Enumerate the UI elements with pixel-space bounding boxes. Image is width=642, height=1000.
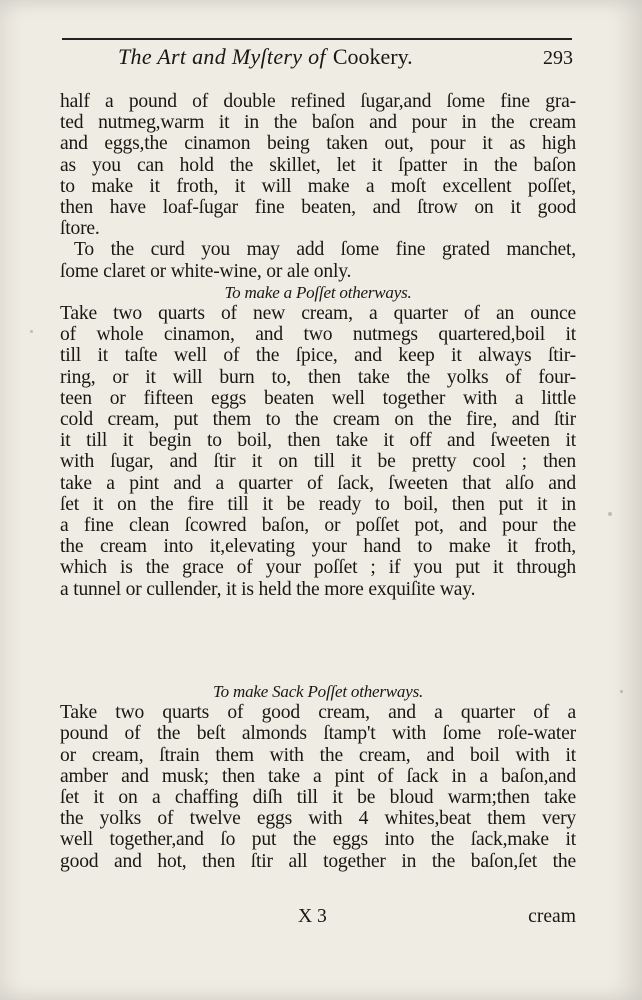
text-line: To the curd you may add ſome fine grated manchet, <box>74 239 576 261</box>
paragraph-sack-posset <box>60 702 576 872</box>
text-line: Take two quarts of good cream, and a quarter of a <box>60 702 576 724</box>
paper-speck <box>608 512 612 516</box>
text-line: as you can hold the skillet, let it ſpatter in the baſon <box>60 154 576 176</box>
recipe-heading-posset: To make a Poſſet otherways. <box>224 282 412 302</box>
text-line: ſome claret or white-wine, or ale only. <box>60 260 352 282</box>
page-number: 293 <box>543 47 573 69</box>
paper-speck <box>620 690 623 693</box>
text-block-top <box>60 91 576 600</box>
page-footer <box>60 906 576 928</box>
text-line: ſtore. <box>60 218 100 240</box>
catchword: cream <box>528 906 576 927</box>
text-line: amber and musk; then take a pint of ſack in a baſon,and <box>60 765 576 787</box>
text-line: to make it froth, it will make a moſt excellent poſſet, <box>60 175 576 197</box>
header-rule <box>62 38 572 40</box>
running-head <box>118 44 573 70</box>
text-line: ſet it on the fire till it be ready to boil, then put it in <box>60 493 576 515</box>
text-line: of whole cinamon, and two nutmegs quartered,boil it <box>60 324 576 346</box>
text-line: ſet it on a chaffing diſh till it be bloud warm;then take <box>60 787 576 809</box>
running-title-roman: Cookery. <box>332 44 413 69</box>
recipe-heading-sack-posset: To make Sack Poſſet otherways. <box>212 682 424 701</box>
text-line: then have loaf-ſugar fine beaten, and ſtrow on it good <box>60 197 576 219</box>
text-line: a fine clean ſcowred baſon, or poſſet pot, and pour the <box>60 515 576 537</box>
text-line: which is the grace of your poſſet ; if you put it through <box>60 557 576 579</box>
text-line: ted nutmeg,warm it in the baſon and pour in the cream <box>60 112 576 134</box>
text-line: take a pint and a quarter of ſack, ſweeten that alſo and <box>60 472 576 494</box>
text-line: till it taſte well of the ſpice, and keep it always ſtir- <box>60 345 576 367</box>
text-line: pound of the beſt almonds ſtamp't with ſome roſe-water <box>60 723 576 745</box>
running-title-italic: The Art and Myſtery of <box>118 44 326 69</box>
text-line: ring, or it will burn to, then take the yolks of four- <box>60 366 576 388</box>
text-line: half a pound of double refined ſugar,and ſome fine gra- <box>60 91 576 112</box>
text-line: it till it begin to boil, then take it off and ſweeten it <box>60 430 576 452</box>
text-line: Take two quarts of new cream, a quarter of an ounce <box>60 303 576 325</box>
paragraph-continuation <box>60 91 576 282</box>
text-line: a tunnel or cullender, it is held the more exquiſite way. <box>60 578 476 600</box>
text-line: or cream, ſtrain them with the cream, and boil with it <box>60 744 576 766</box>
text-line: and eggs,the cinamon being taken out, pour it as high <box>60 133 576 155</box>
text-line: the yolks of twelve eggs with 4 whites,beat them very <box>60 808 576 830</box>
text-line: the cream into it,elevating your hand to make it froth, <box>60 536 576 558</box>
text-line: teen or fifteen eggs beaten well together with a little <box>60 387 576 409</box>
text-line: good and hot, then ſtir all together in the baſon,ſet the <box>60 850 576 872</box>
text-line: with ſugar, and ſtir it on till it be pretty cool ; then <box>60 451 576 473</box>
paper-speck <box>30 330 33 333</box>
text-line: cold cream, put them to the cream on the fire, and ſtir <box>60 409 576 431</box>
text-line: well together,and ſo put the eggs into the ſack,make it <box>60 829 576 851</box>
signature-mark: X 3 <box>298 906 327 927</box>
text-block-bottom <box>60 681 576 872</box>
paragraph-posset <box>60 303 576 600</box>
